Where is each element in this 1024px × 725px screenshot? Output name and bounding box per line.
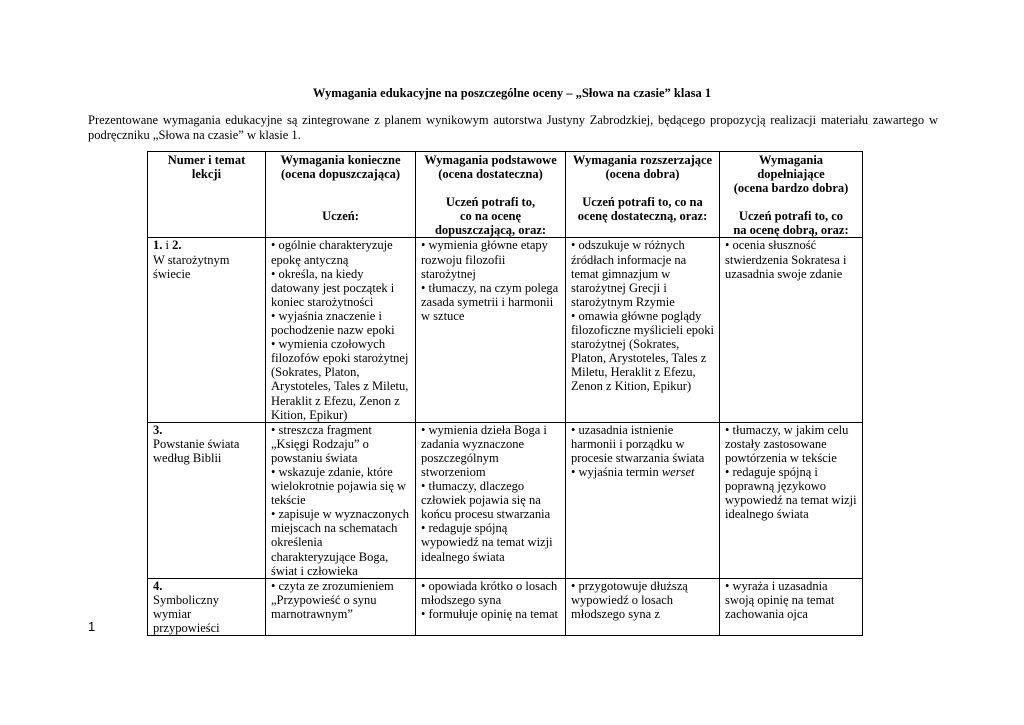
list-item: • opowiada krótko o losach młodszego syna bbox=[421, 578, 558, 607]
page-number: 1 bbox=[88, 619, 96, 634]
podstawowe-cell bbox=[416, 238, 566, 422]
lesson-cell bbox=[148, 238, 266, 422]
header-line: Wymagania dopełniające bbox=[757, 153, 825, 182]
table-row bbox=[148, 578, 863, 635]
header-sub: Uczeń potrafi to, co na bbox=[582, 195, 703, 210]
list-item: • wyraża i uzasadnia swoją opinię na temat zachowania ojca bbox=[725, 578, 835, 621]
konieczne-cell bbox=[266, 578, 416, 635]
list-item bbox=[571, 465, 714, 479]
header-line: (ocena dobra) bbox=[605, 167, 680, 182]
header-line: (ocena bardzo dobra) bbox=[733, 181, 849, 196]
header-line: Wymagania podstawowe bbox=[424, 153, 557, 167]
requirements-table bbox=[147, 151, 863, 636]
rozszerzajace-cell bbox=[566, 238, 720, 422]
header-sub: Uczeń: bbox=[322, 209, 359, 224]
konieczne-cell bbox=[266, 238, 416, 422]
list-item: • tłumaczy, na czym polega zasada symetrii i harmonii w sztuce bbox=[421, 280, 559, 323]
list-item: • omawia główne poglądy filozoficzne myślicieli epoki starożytnej (Sokrates, Platon, Arystoteles, Tales z Miletu, Heraklit z Efezu, Zenon z Kition, Epikur) bbox=[571, 308, 715, 394]
list-item: • redaguje spójną wypowiedź na temat wizji idealnego świata bbox=[421, 521, 553, 564]
lesson-number-part: 1. bbox=[153, 238, 163, 253]
list-item: • określa, na kiedy datowany jest początek i koniec starożytności bbox=[271, 266, 395, 309]
podstawowe-cell bbox=[416, 578, 566, 635]
lesson-number-part: i bbox=[162, 238, 173, 253]
table-row bbox=[148, 422, 863, 578]
list-item: • ogólnie charakteryzuje epokę antyczną bbox=[271, 238, 393, 267]
header-line: (ocena dopuszczająca) bbox=[280, 167, 401, 182]
dopelniajace-cell bbox=[720, 238, 863, 422]
term-text: werset bbox=[661, 464, 695, 479]
header-spacer bbox=[571, 181, 714, 195]
list-item: • odszukuje w różnych źródłach informacje na temat gimnazjum w starożytnej Grecji i starożytnym Rzymie bbox=[571, 238, 687, 309]
list-item: • tłumaczy, w jakim celu zostały zastosowane powtórzenia w tekście bbox=[725, 422, 849, 465]
header-sub: Uczeń potrafi to, co bbox=[738, 209, 844, 224]
header-sub: co na ocenę bbox=[459, 209, 522, 224]
header-row bbox=[148, 152, 863, 238]
list-item: • wymienia dzieła Boga i zadania wyznaczone poszczególnym stworzeniom bbox=[421, 422, 547, 479]
list-item: • ocenia słuszność stwierdzenia Sokratesa i uzasadnia swoje zdanie bbox=[725, 238, 847, 281]
header-line: Wymagania konieczne bbox=[280, 153, 401, 167]
list-item: • streszcza fragment „Księgi Rodzaju” o powstaniu świata bbox=[271, 422, 372, 465]
header-spacer bbox=[421, 181, 560, 195]
header-spacer bbox=[271, 181, 410, 209]
header-sub: dopuszczającą, oraz: bbox=[434, 223, 547, 238]
list-item: • wskazuje zdanie, które wielokrotnie pojawia się w tekście bbox=[271, 464, 407, 508]
list-item: • wymienia czołowych filozofów epoki starożytnej (Sokrates, Platon, Arystoteles, Tales z Miletu, Heraklit z Efezu, Zenon z Kition, Epikur) bbox=[271, 337, 409, 422]
header-spacer bbox=[725, 195, 857, 209]
dopelniajace-cell bbox=[720, 578, 863, 635]
rozszerzajace-cell bbox=[566, 578, 720, 635]
list-item: • tłumaczy, dlaczego człowiek pojawia się na końcu procesu stwarzania bbox=[421, 479, 551, 522]
header-line: lekcji bbox=[191, 167, 222, 182]
list-item: • wymienia główne etapy rozwoju filozofii starożytnej bbox=[421, 238, 548, 281]
header-sub: na ocenę dobrą, oraz: bbox=[733, 223, 849, 238]
list-item: • zapisuje w wyznaczonych miejscach na schematach określenia charakteryzujące Boga, świat i człowieka bbox=[271, 507, 410, 578]
lesson-topic: W starożytnym świecie bbox=[153, 252, 230, 281]
rozszerzajace-cell bbox=[566, 422, 720, 578]
lesson-topic: Symboliczny wymiar przypowieści bbox=[153, 592, 220, 635]
header-line: Numer i temat bbox=[167, 153, 246, 167]
list-item: • przygotowuje dłuższą wypowiedź o losach młodszego syna z bbox=[571, 578, 688, 621]
list-item: • wyjaśnia znaczenie i pochodzenie nazw epoki bbox=[271, 308, 395, 338]
list-item: • czyta ze zrozumieniem „Przypowieść o synu marnotrawnym” bbox=[271, 578, 394, 621]
header-sub: ocenę dostateczną, oraz: bbox=[577, 209, 708, 224]
header-rozszerzajace bbox=[566, 152, 720, 238]
header-line: Wymagania rozszerzające bbox=[572, 153, 713, 167]
lesson-number bbox=[153, 238, 181, 252]
lesson-number-part: 2. bbox=[172, 238, 182, 253]
lesson-cell bbox=[148, 422, 266, 578]
document-title: Wymagania edukacyjne na poszczególne oceny – „Słowa na czasie” klasa 1 bbox=[312, 86, 712, 100]
konieczne-cell bbox=[266, 422, 416, 578]
list-item: • uzasadnia istnienie harmonii i porządku w procesie stwarzania świata bbox=[571, 422, 705, 465]
podstawowe-cell bbox=[416, 422, 566, 578]
lesson-cell bbox=[148, 578, 266, 635]
header-dopelniajace bbox=[720, 152, 863, 238]
header-podstawowe bbox=[416, 152, 566, 238]
header-sub: Uczeń potrafi to, bbox=[445, 195, 536, 210]
header-line: (ocena dostateczna) bbox=[438, 167, 543, 182]
header-konieczne bbox=[266, 152, 416, 238]
lesson-number: 3. bbox=[153, 422, 163, 437]
list-item: • redaguje spójną i poprawną językowo wypowiedź na temat wizji idealnego świata bbox=[725, 464, 857, 522]
lesson-topic: Powstanie świata według Biblii bbox=[153, 436, 240, 465]
list-item: • formułuje opinię na temat bbox=[421, 606, 558, 621]
intro-paragraph: Prezentowane wymagania edukacyjne są zintegrowane z planem wynikowym autorstwa Justyny Zabrodzkiej, będącego propozycją realizacji materiału zawartego w podręczniku „Słowa na czasie” w klasie 1. bbox=[88, 113, 938, 142]
dopelniajace-cell bbox=[720, 422, 863, 578]
list-item-text: • wyjaśnia termin bbox=[571, 464, 662, 479]
table-row bbox=[148, 238, 863, 422]
header-lesson bbox=[148, 152, 266, 238]
lesson-number: 4. bbox=[153, 578, 163, 593]
